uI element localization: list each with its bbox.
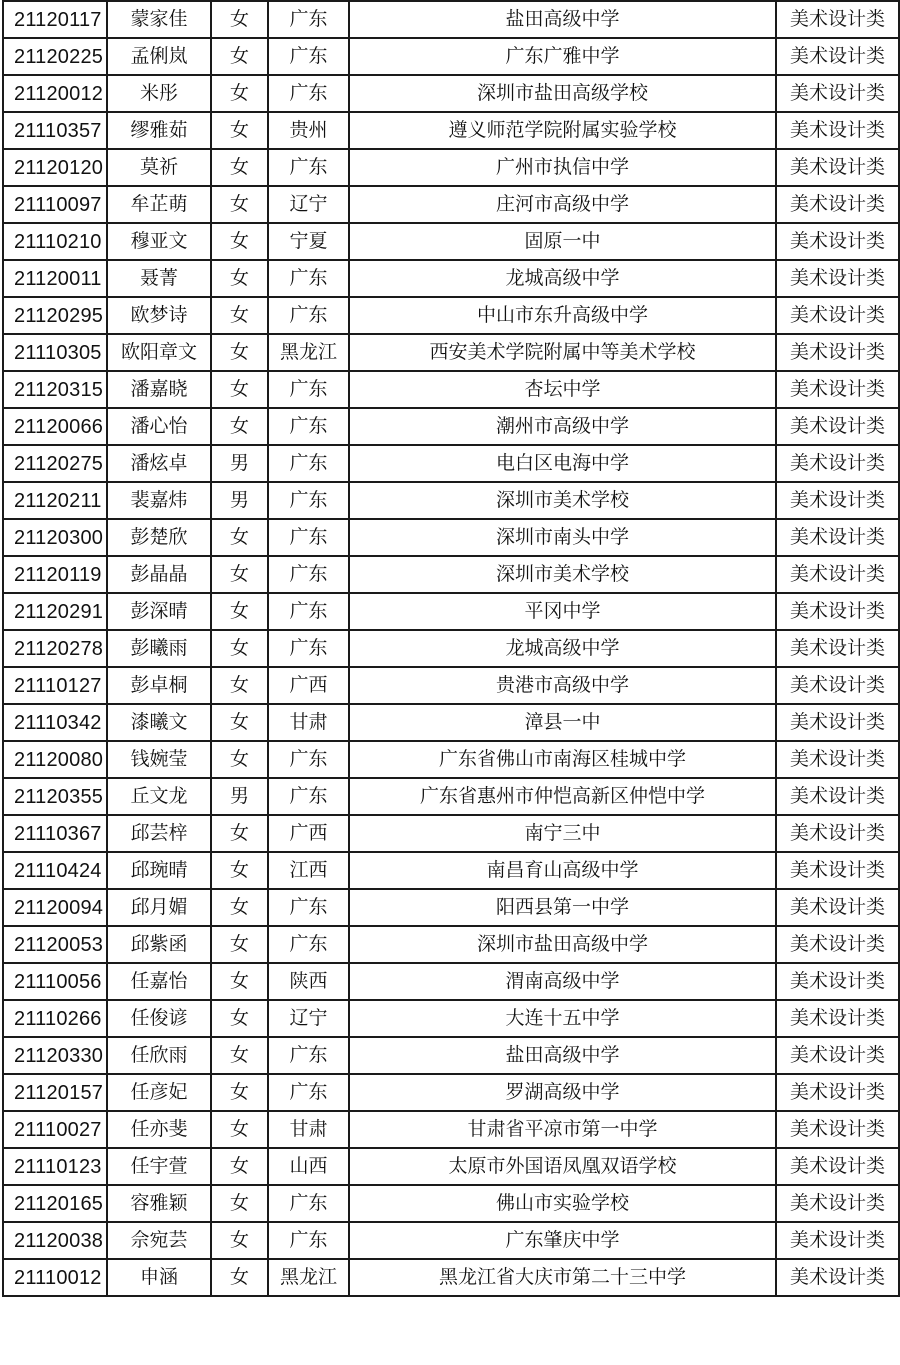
student-id-cell: 21110266	[3, 1000, 107, 1037]
school-cell: 太原市外国语凤凰双语学校	[349, 1148, 776, 1185]
gender-cell: 女	[211, 38, 268, 75]
category-cell: 美术设计类	[776, 1148, 899, 1185]
student-id-cell: 21120330	[3, 1037, 107, 1074]
name-cell: 莫祈	[107, 149, 211, 186]
school-cell: 中山市东升高级中学	[349, 297, 776, 334]
province-cell: 广东	[268, 260, 349, 297]
category-cell: 美术设计类	[776, 704, 899, 741]
school-cell: 深圳市盐田高级学校	[349, 75, 776, 112]
school-cell: 遵义师范学院附属实验学校	[349, 112, 776, 149]
table-row	[3, 1, 899, 38]
table-row	[3, 704, 899, 741]
name-cell: 申涵	[107, 1259, 211, 1296]
school-cell: 深圳市南头中学	[349, 519, 776, 556]
school-cell: 电白区电海中学	[349, 445, 776, 482]
table-row	[3, 1111, 899, 1148]
table-row	[3, 963, 899, 1000]
gender-cell: 女	[211, 889, 268, 926]
category-cell: 美术设计类	[776, 186, 899, 223]
school-cell: 罗湖高级中学	[349, 1074, 776, 1111]
category-cell: 美术设计类	[776, 852, 899, 889]
province-cell: 甘肃	[268, 1111, 349, 1148]
table-row	[3, 408, 899, 445]
name-cell: 裴嘉炜	[107, 482, 211, 519]
student-id-cell: 21110210	[3, 223, 107, 260]
province-cell: 辽宁	[268, 186, 349, 223]
province-cell: 贵州	[268, 112, 349, 149]
name-cell: 潘炫卓	[107, 445, 211, 482]
school-cell: 广东肇庆中学	[349, 1222, 776, 1259]
province-cell: 广西	[268, 815, 349, 852]
province-cell: 广东	[268, 445, 349, 482]
table-row	[3, 1000, 899, 1037]
name-cell: 聂菁	[107, 260, 211, 297]
category-cell: 美术设计类	[776, 1185, 899, 1222]
name-cell: 穆亚文	[107, 223, 211, 260]
table-row	[3, 593, 899, 630]
gender-cell: 女	[211, 297, 268, 334]
province-cell: 广东	[268, 371, 349, 408]
school-cell: 西安美术学院附属中等美术学校	[349, 334, 776, 371]
gender-cell: 女	[211, 741, 268, 778]
name-cell: 漆曦文	[107, 704, 211, 741]
province-cell: 陕西	[268, 963, 349, 1000]
table-row	[3, 852, 899, 889]
gender-cell: 女	[211, 852, 268, 889]
school-cell: 深圳市美术学校	[349, 482, 776, 519]
gender-cell: 女	[211, 408, 268, 445]
category-cell: 美术设计类	[776, 1222, 899, 1259]
student-id-cell: 21120291	[3, 593, 107, 630]
gender-cell: 男	[211, 445, 268, 482]
gender-cell: 男	[211, 778, 268, 815]
name-cell: 任宇萱	[107, 1148, 211, 1185]
province-cell: 广东	[268, 889, 349, 926]
table-row	[3, 1222, 899, 1259]
student-id-cell: 21120119	[3, 556, 107, 593]
school-cell: 深圳市盐田高级中学	[349, 926, 776, 963]
category-cell: 美术设计类	[776, 1000, 899, 1037]
gender-cell: 女	[211, 75, 268, 112]
name-cell: 容雅颖	[107, 1185, 211, 1222]
gender-cell: 女	[211, 1185, 268, 1222]
student-id-cell: 21120165	[3, 1185, 107, 1222]
gender-cell: 女	[211, 112, 268, 149]
table-row	[3, 223, 899, 260]
province-cell: 山西	[268, 1148, 349, 1185]
student-id-cell: 21120066	[3, 408, 107, 445]
school-cell: 广东省惠州市仲恺高新区仲恺中学	[349, 778, 776, 815]
province-cell: 广东	[268, 75, 349, 112]
province-cell: 广西	[268, 667, 349, 704]
name-cell: 钱婉莹	[107, 741, 211, 778]
category-cell: 美术设计类	[776, 556, 899, 593]
province-cell: 广东	[268, 778, 349, 815]
name-cell: 欧阳章文	[107, 334, 211, 371]
table-row	[3, 371, 899, 408]
student-id-cell: 21110097	[3, 186, 107, 223]
province-cell: 宁夏	[268, 223, 349, 260]
gender-cell: 女	[211, 630, 268, 667]
table-row	[3, 1074, 899, 1111]
province-cell: 广东	[268, 926, 349, 963]
table-row	[3, 778, 899, 815]
table-row	[3, 741, 899, 778]
name-cell: 任俊谚	[107, 1000, 211, 1037]
province-cell: 广东	[268, 630, 349, 667]
category-cell: 美术设计类	[776, 1037, 899, 1074]
school-cell: 南宁三中	[349, 815, 776, 852]
table-row	[3, 482, 899, 519]
gender-cell: 女	[211, 149, 268, 186]
gender-cell: 女	[211, 186, 268, 223]
gender-cell: 女	[211, 334, 268, 371]
student-id-cell: 21120120	[3, 149, 107, 186]
province-cell: 辽宁	[268, 1000, 349, 1037]
province-cell: 广东	[268, 408, 349, 445]
table-row	[3, 667, 899, 704]
school-cell: 龙城高级中学	[349, 260, 776, 297]
province-cell: 广东	[268, 38, 349, 75]
name-cell: 孟俐岚	[107, 38, 211, 75]
school-cell: 潮州市高级中学	[349, 408, 776, 445]
student-id-cell: 21120300	[3, 519, 107, 556]
student-id-cell: 21120117	[3, 1, 107, 38]
province-cell: 广东	[268, 1074, 349, 1111]
table-row	[3, 1259, 899, 1296]
province-cell: 广东	[268, 741, 349, 778]
gender-cell: 女	[211, 667, 268, 704]
school-cell: 大连十五中学	[349, 1000, 776, 1037]
province-cell: 广东	[268, 1185, 349, 1222]
student-id-cell: 21110012	[3, 1259, 107, 1296]
table-row	[3, 334, 899, 371]
school-cell: 阳西县第一中学	[349, 889, 776, 926]
table-row	[3, 38, 899, 75]
school-cell: 黑龙江省大庆市第二十三中学	[349, 1259, 776, 1296]
student-id-cell: 21110424	[3, 852, 107, 889]
name-cell: 彭深晴	[107, 593, 211, 630]
name-cell: 潘嘉晓	[107, 371, 211, 408]
student-id-cell: 21120275	[3, 445, 107, 482]
school-cell: 南昌育山高级中学	[349, 852, 776, 889]
table-row	[3, 186, 899, 223]
category-cell: 美术设计类	[776, 149, 899, 186]
province-cell: 广东	[268, 519, 349, 556]
category-cell: 美术设计类	[776, 741, 899, 778]
school-cell: 盐田高级中学	[349, 1037, 776, 1074]
category-cell: 美术设计类	[776, 926, 899, 963]
province-cell: 广东	[268, 297, 349, 334]
table-row	[3, 445, 899, 482]
student-id-cell: 21120012	[3, 75, 107, 112]
roster-table	[2, 0, 900, 1297]
name-cell: 任欣雨	[107, 1037, 211, 1074]
name-cell: 彭卓桐	[107, 667, 211, 704]
school-cell: 平冈中学	[349, 593, 776, 630]
gender-cell: 女	[211, 1222, 268, 1259]
name-cell: 彭楚欣	[107, 519, 211, 556]
student-id-cell: 21110127	[3, 667, 107, 704]
school-cell: 广东省佛山市南海区桂城中学	[349, 741, 776, 778]
category-cell: 美术设计类	[776, 630, 899, 667]
table-row	[3, 630, 899, 667]
student-id-cell: 21110027	[3, 1111, 107, 1148]
student-id-cell: 21110123	[3, 1148, 107, 1185]
category-cell: 美术设计类	[776, 75, 899, 112]
province-cell: 广东	[268, 556, 349, 593]
student-id-cell: 21120094	[3, 889, 107, 926]
school-cell: 龙城高级中学	[349, 630, 776, 667]
name-cell: 彭曦雨	[107, 630, 211, 667]
gender-cell: 女	[211, 963, 268, 1000]
table-row	[3, 149, 899, 186]
gender-cell: 女	[211, 1, 268, 38]
gender-cell: 女	[211, 1074, 268, 1111]
school-cell: 盐田高级中学	[349, 1, 776, 38]
gender-cell: 女	[211, 519, 268, 556]
school-cell: 庄河市高级中学	[349, 186, 776, 223]
category-cell: 美术设计类	[776, 112, 899, 149]
gender-cell: 女	[211, 926, 268, 963]
table-row	[3, 889, 899, 926]
name-cell: 佘宛芸	[107, 1222, 211, 1259]
province-cell: 广东	[268, 149, 349, 186]
school-cell: 佛山市实验学校	[349, 1185, 776, 1222]
category-cell: 美术设计类	[776, 778, 899, 815]
name-cell: 邱琬晴	[107, 852, 211, 889]
gender-cell: 女	[211, 223, 268, 260]
category-cell: 美术设计类	[776, 667, 899, 704]
category-cell: 美术设计类	[776, 1074, 899, 1111]
roster-table-body	[3, 1, 899, 1296]
school-cell: 深圳市美术学校	[349, 556, 776, 593]
province-cell: 广东	[268, 1222, 349, 1259]
name-cell: 潘心怡	[107, 408, 211, 445]
student-id-cell: 21120355	[3, 778, 107, 815]
category-cell: 美术设计类	[776, 371, 899, 408]
school-cell: 广州市执信中学	[349, 149, 776, 186]
name-cell: 米彤	[107, 75, 211, 112]
name-cell: 牟芷萌	[107, 186, 211, 223]
gender-cell: 女	[211, 1037, 268, 1074]
category-cell: 美术设计类	[776, 593, 899, 630]
student-id-cell: 21120038	[3, 1222, 107, 1259]
table-row	[3, 815, 899, 852]
category-cell: 美术设计类	[776, 334, 899, 371]
gender-cell: 女	[211, 1259, 268, 1296]
table-row	[3, 519, 899, 556]
table-row	[3, 556, 899, 593]
name-cell: 邱芸梓	[107, 815, 211, 852]
student-id-cell: 21120315	[3, 371, 107, 408]
name-cell: 欧梦诗	[107, 297, 211, 334]
gender-cell: 女	[211, 371, 268, 408]
name-cell: 任亦斐	[107, 1111, 211, 1148]
table-row	[3, 1148, 899, 1185]
student-id-cell: 21120011	[3, 260, 107, 297]
category-cell: 美术设计类	[776, 519, 899, 556]
name-cell: 任嘉怡	[107, 963, 211, 1000]
gender-cell: 男	[211, 482, 268, 519]
category-cell: 美术设计类	[776, 482, 899, 519]
category-cell: 美术设计类	[776, 38, 899, 75]
student-id-cell: 21110305	[3, 334, 107, 371]
student-id-cell: 21120295	[3, 297, 107, 334]
gender-cell: 女	[211, 815, 268, 852]
student-id-cell: 21110357	[3, 112, 107, 149]
category-cell: 美术设计类	[776, 1259, 899, 1296]
name-cell: 任彦妃	[107, 1074, 211, 1111]
category-cell: 美术设计类	[776, 297, 899, 334]
gender-cell: 女	[211, 1000, 268, 1037]
name-cell: 邱紫函	[107, 926, 211, 963]
student-id-cell: 21120225	[3, 38, 107, 75]
table-row	[3, 260, 899, 297]
table-row	[3, 297, 899, 334]
category-cell: 美术设计类	[776, 963, 899, 1000]
table-row	[3, 112, 899, 149]
student-id-cell: 21120080	[3, 741, 107, 778]
province-cell: 黑龙江	[268, 1259, 349, 1296]
school-cell: 贵港市高级中学	[349, 667, 776, 704]
category-cell: 美术设计类	[776, 815, 899, 852]
name-cell: 缪雅茹	[107, 112, 211, 149]
gender-cell: 女	[211, 556, 268, 593]
category-cell: 美术设计类	[776, 445, 899, 482]
province-cell: 甘肃	[268, 704, 349, 741]
student-id-cell: 21120157	[3, 1074, 107, 1111]
gender-cell: 女	[211, 593, 268, 630]
province-cell: 广东	[268, 1037, 349, 1074]
category-cell: 美术设计类	[776, 260, 899, 297]
student-id-cell: 21110342	[3, 704, 107, 741]
name-cell: 丘文龙	[107, 778, 211, 815]
table-row	[3, 1037, 899, 1074]
gender-cell: 女	[211, 704, 268, 741]
school-cell: 甘肃省平凉市第一中学	[349, 1111, 776, 1148]
province-cell: 广东	[268, 482, 349, 519]
province-cell: 广东	[268, 1, 349, 38]
table-row	[3, 1185, 899, 1222]
category-cell: 美术设计类	[776, 889, 899, 926]
school-cell: 杏坛中学	[349, 371, 776, 408]
student-id-cell: 21110056	[3, 963, 107, 1000]
province-cell: 江西	[268, 852, 349, 889]
name-cell: 彭晶晶	[107, 556, 211, 593]
school-cell: 固原一中	[349, 223, 776, 260]
table-row	[3, 75, 899, 112]
category-cell: 美术设计类	[776, 1, 899, 38]
student-id-cell: 21120211	[3, 482, 107, 519]
gender-cell: 女	[211, 1111, 268, 1148]
province-cell: 广东	[268, 593, 349, 630]
category-cell: 美术设计类	[776, 1111, 899, 1148]
student-id-cell: 21120278	[3, 630, 107, 667]
table-row	[3, 926, 899, 963]
school-cell: 渭南高级中学	[349, 963, 776, 1000]
category-cell: 美术设计类	[776, 408, 899, 445]
name-cell: 邱月媚	[107, 889, 211, 926]
gender-cell: 女	[211, 1148, 268, 1185]
school-cell: 广东广雅中学	[349, 38, 776, 75]
gender-cell: 女	[211, 260, 268, 297]
student-id-cell: 21110367	[3, 815, 107, 852]
school-cell: 漳县一中	[349, 704, 776, 741]
student-id-cell: 21120053	[3, 926, 107, 963]
province-cell: 黑龙江	[268, 334, 349, 371]
name-cell: 蒙家佳	[107, 1, 211, 38]
category-cell: 美术设计类	[776, 223, 899, 260]
